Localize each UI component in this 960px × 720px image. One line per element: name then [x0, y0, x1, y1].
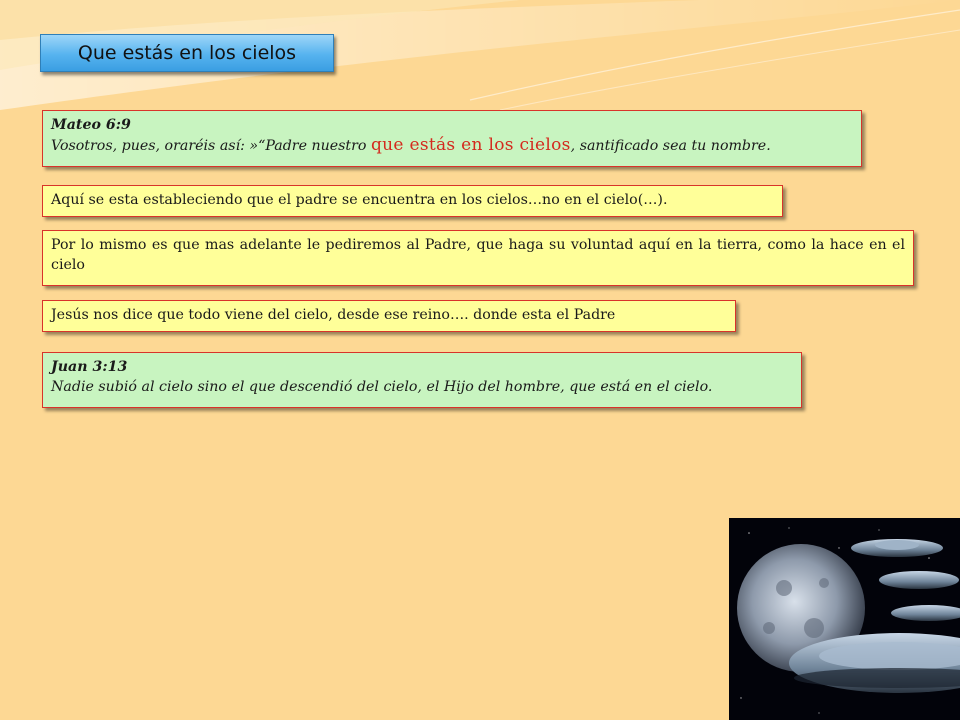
note-box [42, 300, 736, 332]
verse-text-start: Vosotros, pues, oraréis así: »“Padre nuestro [51, 138, 371, 154]
verse-text: Nadie subió al cielo sino el que descendió del cielo, el Hijo del hombre, que está en el cielo. [51, 379, 713, 395]
verse-text-end: , santificado sea tu nombre. [570, 138, 771, 154]
verse-box-juan [42, 352, 802, 408]
verse-reference: Mateo 6:9 [51, 117, 131, 133]
note-box [42, 185, 783, 217]
note-text: Aquí se esta estableciendo que el padre se encuentra en los cielos…no en el cielo(…). [51, 192, 668, 208]
verse-reference: Juan 3:13 [51, 359, 128, 375]
note-text: Por lo mismo es que mas adelante le pediremos al Padre, que haga su voluntad aquí en la tierra, como la hace en el cielo [51, 237, 905, 273]
slide-title: Que estás en los cielos [40, 34, 334, 72]
verse-box-mateo [42, 110, 862, 167]
planet-spaceship-image [729, 518, 960, 720]
note-box [42, 230, 914, 286]
note-text: Jesús nos dice que todo viene del cielo, desde ese reino…. donde esta el Padre [51, 307, 616, 323]
verse-highlight: que estás en los cielos [370, 135, 571, 155]
